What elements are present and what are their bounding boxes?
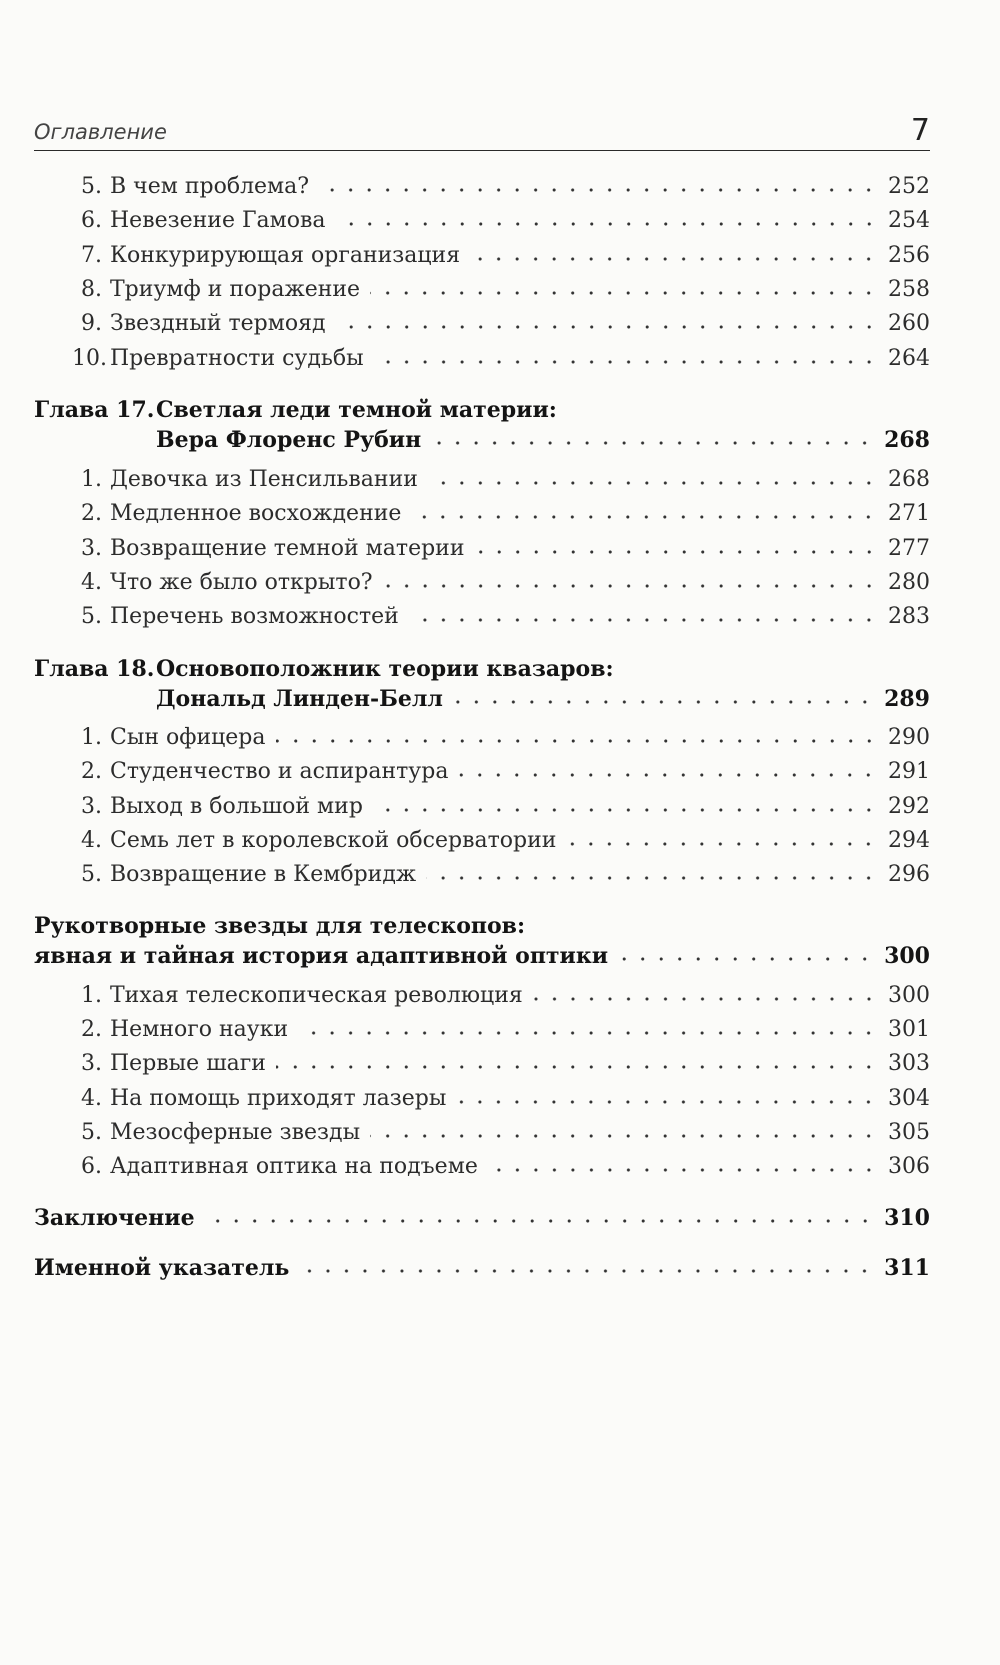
toc-item-title: На помощь приходят лазеры [110, 1086, 447, 1111]
toc-item[interactable] [72, 534, 930, 564]
leader-dots [298, 1029, 878, 1037]
toc-item[interactable] [72, 981, 930, 1011]
toc-item-title: Адаптивная оптика на подъеме [110, 1154, 478, 1179]
toc-item[interactable] [72, 1015, 930, 1045]
toc-item-title: Сын офицера [110, 725, 266, 750]
toc-item-number: 1. [81, 467, 102, 492]
leader-dots [383, 582, 878, 590]
toc-item-title: Что же было открыто? [110, 570, 373, 595]
conclusion-page: 310 [884, 1205, 930, 1231]
leader-dots [470, 255, 878, 263]
toc-item[interactable] [72, 1049, 930, 1079]
toc-item-page: 294 [888, 828, 930, 853]
toc-item-page: 258 [888, 277, 930, 302]
toc-item-title: Семь лет в королевской обсерватории [110, 828, 557, 853]
running-header-title: Оглавление [34, 120, 167, 144]
appendix-heading-line2[interactable] [34, 941, 930, 971]
toc-item[interactable] [72, 1084, 930, 1114]
leader-dots [475, 548, 878, 556]
leader-dots [426, 874, 878, 882]
toc-item[interactable] [72, 275, 930, 305]
toc-item-page: 283 [888, 604, 930, 629]
toc-item-title: Невезение Гамова [110, 208, 326, 233]
toc-item-page: 292 [888, 794, 930, 819]
toc-item-page: 300 [888, 983, 930, 1008]
toc-item-number: 4. [81, 828, 102, 853]
toc-item-title: Первые шаги [110, 1051, 266, 1076]
conclusion-title: Заключение [34, 1205, 195, 1231]
toc-item-page: 277 [888, 536, 930, 561]
toc-item[interactable] [72, 860, 930, 890]
toc-item-number: 5. [81, 862, 102, 887]
toc-item-number: 5. [81, 1120, 102, 1145]
appendix-title-line1: Рукотворные звезды для телескопов: [34, 913, 526, 939]
toc-item-page: 304 [888, 1086, 930, 1111]
leader-dots [370, 289, 878, 297]
toc-item-page: 290 [888, 725, 930, 750]
toc-item-number: 2. [81, 759, 102, 784]
toc-item-number: 1. [81, 983, 102, 1008]
toc-item-number: 1. [81, 725, 102, 750]
toc-item-title: Триумф и поражение [110, 277, 361, 302]
toc-item[interactable] [72, 309, 930, 339]
leader-dots [566, 840, 878, 848]
leader-dots [428, 479, 878, 487]
toc-item[interactable] [72, 792, 930, 822]
leader-dots [374, 358, 878, 366]
appendix-page: 300 [884, 943, 930, 969]
toc-item-number: 5. [81, 174, 102, 199]
leader-dots [205, 1217, 874, 1225]
leader-dots [488, 1166, 878, 1174]
toc-item-page: 305 [888, 1120, 930, 1145]
toc-item[interactable] [72, 1118, 930, 1148]
toc-item-number: 8. [81, 277, 102, 302]
leader-dots [431, 439, 874, 447]
toc-item-page: 296 [888, 862, 930, 887]
toc-item-number: 3. [81, 1051, 102, 1076]
toc-item-title: В чем проблема? [110, 174, 310, 199]
toc-item-title: Девочка из Пенсильвании [110, 467, 418, 492]
toc-item-page: 306 [888, 1154, 930, 1179]
toc-item-title: Превратности судьбы [110, 346, 364, 371]
toc-item-number: 4. [81, 1086, 102, 1111]
chapter-heading-17[interactable] [34, 395, 557, 425]
toc-item-number: 6. [81, 1154, 102, 1179]
leader-dots [458, 771, 878, 779]
toc-item-number: 2. [81, 1017, 102, 1042]
leader-dots [411, 513, 878, 521]
toc-item-page: 254 [888, 208, 930, 233]
leader-dots [370, 1132, 878, 1140]
toc-item[interactable] [72, 465, 930, 495]
toc-item-page: 252 [888, 174, 930, 199]
toc-item-page: 268 [888, 467, 930, 492]
conclusion-entry[interactable] [34, 1203, 930, 1233]
toc-item[interactable] [72, 241, 930, 271]
leader-dots [276, 1063, 878, 1071]
toc-item-number: 5. [81, 604, 102, 629]
leader-dots [456, 1098, 878, 1106]
toc-item[interactable] [72, 206, 930, 236]
leader-dots [319, 186, 878, 194]
running-header [34, 104, 930, 151]
toc-item-title: Конкурирующая организация [110, 243, 461, 268]
name-index-entry[interactable] [34, 1253, 930, 1283]
toc-item[interactable] [72, 1152, 930, 1182]
toc-item-number: 2. [81, 501, 102, 526]
chapter-label: Глава 17. [34, 397, 155, 423]
leader-dots [618, 955, 874, 963]
toc-item-number: 4. [81, 570, 102, 595]
toc-item[interactable] [72, 757, 930, 787]
leader-dots [336, 323, 878, 331]
toc-item-page: 291 [888, 759, 930, 784]
leader-dots [276, 737, 879, 745]
toc-item[interactable] [72, 826, 930, 856]
toc-item-number: 7. [81, 243, 102, 268]
toc-item[interactable] [72, 172, 930, 202]
toc-item[interactable] [72, 602, 930, 632]
toc-item-title: Медленное восхождение [110, 501, 402, 526]
chapter-page: 289 [884, 686, 930, 712]
toc-item-title: Выход в большой мир [110, 794, 363, 819]
chapter-title-line1: Светлая леди темной материи: [156, 397, 557, 423]
leader-dots [373, 806, 878, 814]
toc-item[interactable] [72, 568, 930, 598]
leader-dots [409, 616, 878, 624]
chapter-title-line1: Основоположник теории квазаров: [156, 656, 614, 682]
toc-item-page: 271 [888, 501, 930, 526]
toc-item-title: Немного науки [110, 1017, 289, 1042]
toc-item[interactable] [72, 499, 930, 529]
toc-item-title: Возвращение в Кембридж [110, 862, 417, 887]
toc-item-title: Студенчество и аспирантура [110, 759, 449, 784]
toc-item-title: Звездный термояд [110, 311, 326, 336]
chapter-title-line2: Вера Флоренс Рубин [156, 427, 422, 453]
toc-item-title: Возвращение темной материи [110, 536, 465, 561]
page-number: 7 [910, 113, 930, 148]
toc-item-title: Тихая телескопическая революция [110, 983, 523, 1008]
chapter-heading-18-line2[interactable] [156, 684, 930, 714]
toc-item-number: 9. [81, 311, 102, 336]
toc-item[interactable] [72, 723, 930, 753]
chapter-label: Глава 18. [34, 656, 155, 682]
appendix-title-line2: явная и тайная история адаптивной оптики [34, 943, 609, 969]
leader-dots [453, 698, 874, 706]
toc-item-page: 280 [888, 570, 930, 595]
chapter-title-line2: Дональд Линден-Белл [156, 686, 443, 712]
chapter-heading-18[interactable] [34, 654, 614, 684]
leader-dots [533, 995, 878, 1003]
toc-item-page: 260 [888, 311, 930, 336]
toc-item-page: 264 [888, 346, 930, 371]
toc-item[interactable] [72, 344, 930, 374]
toc-item-number: 6. [81, 208, 102, 233]
chapter-page: 268 [884, 427, 930, 453]
toc-item-number: 3. [81, 794, 102, 819]
toc-item-number: 3. [81, 536, 102, 561]
toc-item-page: 301 [888, 1017, 930, 1042]
chapter-heading-17-line2[interactable] [156, 425, 930, 455]
appendix-heading[interactable] [34, 911, 525, 941]
leader-dots [336, 220, 878, 228]
toc-item-title: Перечень возможностей [110, 604, 399, 629]
toc-item-number: 10. [72, 346, 107, 371]
leader-dots [299, 1267, 874, 1275]
toc-item-page: 256 [888, 243, 930, 268]
toc-item-title: Мезосферные звезды [110, 1120, 361, 1145]
name-index-page: 311 [884, 1255, 930, 1281]
name-index-title: Именной указатель [34, 1255, 290, 1281]
toc-item-page: 303 [888, 1051, 930, 1076]
